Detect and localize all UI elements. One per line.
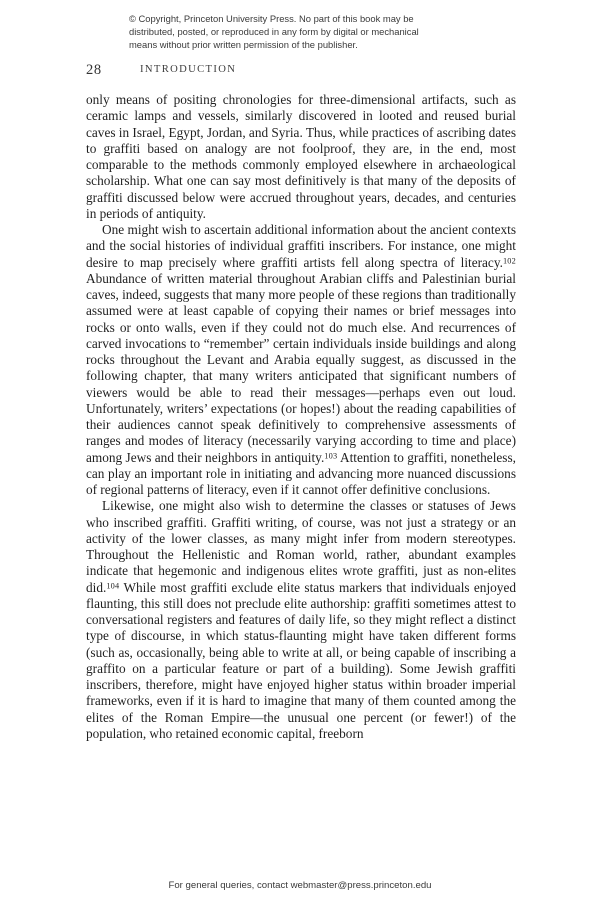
paragraph-text: only means of positing chronologies for three-dimensional artifacts, such as ceramic lamps and vessels, similarly discovered in looted and reused burial caves in Israel, Egypt, Jordan, and Syria. Thus, while practices of ascribing dates to graffiti based on analogy are not foolproof, they are, in the end, most comparable to the methods commonly employed elsewhere in archaeological scholarship. What one can say most definitively is that many of the deposits of graffiti discussed below were accrued throughout years, decades, and centuries in periods of antiquity. [86,92,516,221]
paragraph [86,222,516,498]
copyright-notice [129,12,475,52]
footnote-reference[interactable]: 104 [106,580,120,590]
footer-text: For general queries, contact webmaster@press.princeton.edu [168,880,432,891]
copyright-line: distributed, posted, or reproduced in any form by digital or mechanical [129,26,419,38]
footnote-reference[interactable]: 102 [502,255,516,265]
copyright-line: © Copyright, Princeton University Press. No part of this book may be [129,13,414,24]
paragraph-text: One might wish to ascertain additional information about the ancient contexts and the social histories of individual graffiti inscribers. For instance, one might desire to map precisely where graffiti artists fell along spectra of literacy. [86,222,516,270]
running-head [86,62,516,78]
running-head-title: INTRODUCTION [140,64,237,75]
footnote-reference[interactable]: 103 [324,450,338,460]
paragraph-text: While most graffiti exclude elite status markers that individuals enjoyed flaunting, this still does not preclude elite authorship: graffiti sometimes attest to conversational registers and features of daily life, so they might reflect a distinct type of discourse, in which status-flaunting might have taken different forms (such as, occasionally, being able to write at all, or being capable of inscribing a graffito on a particular feature or part of a building). Some Jewish graffiti inscribers, therefore, might have enjoyed higher status within broader imperial frameworks, even if it is hard to imagine that many of them counted among the elites of the Roman Empire—the unusual one percent (or fewer!) of the population, who retained economic capital, freeborn [86,579,516,741]
paragraph-text: Likewise, one might also wish to determine the classes or statuses of Jews who inscribed graffiti. Graffiti writing, of course, was not just a strategy or an activity of the lower classes, as many might infer from modern stereotypes. Throughout the Hellenistic and Roman world, rather, abundant examples indicate that hegemonic and indigenous elites wrote graffiti, just as non-elites did. [86,498,516,595]
paragraph-text: Abundance of written material throughout Arabian cliffs and Palestinian burial caves, indeed, suggests that many more people of these regions than traditionally assumed were at least capable of copying their names or brief messages into rocks or onto walls, even if they could not do much else. And recurrences of carved invocations to “remember” certain individuals inside buildings and along rocks throughout the Levant and Arabia equally suggest, as discussed in the following chapter, that many writers anticipated that significant numbers of viewers would be able to read their messages—perhaps even out loud. Unfortunately, writers’ expectations (or hopes!) about the reading capabilities of their audiences cannot speak definitively to comprehensive assessments of ranges and modes of literacy (necessarily varying according to time and place) among Jews and their neighbors in antiquity. [86,270,516,465]
copyright-line: means without prior written permission of the publisher. [129,39,358,51]
page-footer [0,880,600,891]
page-number: 28 [86,62,102,78]
paragraph [86,498,516,742]
body-text-column [86,92,516,742]
paragraph-text: Attention to graffiti, nonetheless, can play an important role in initiating and advancing more nuanced discussions of regional patterns of literacy, even if it cannot offer definitive conclusions. [86,449,516,497]
paragraph [86,92,516,222]
